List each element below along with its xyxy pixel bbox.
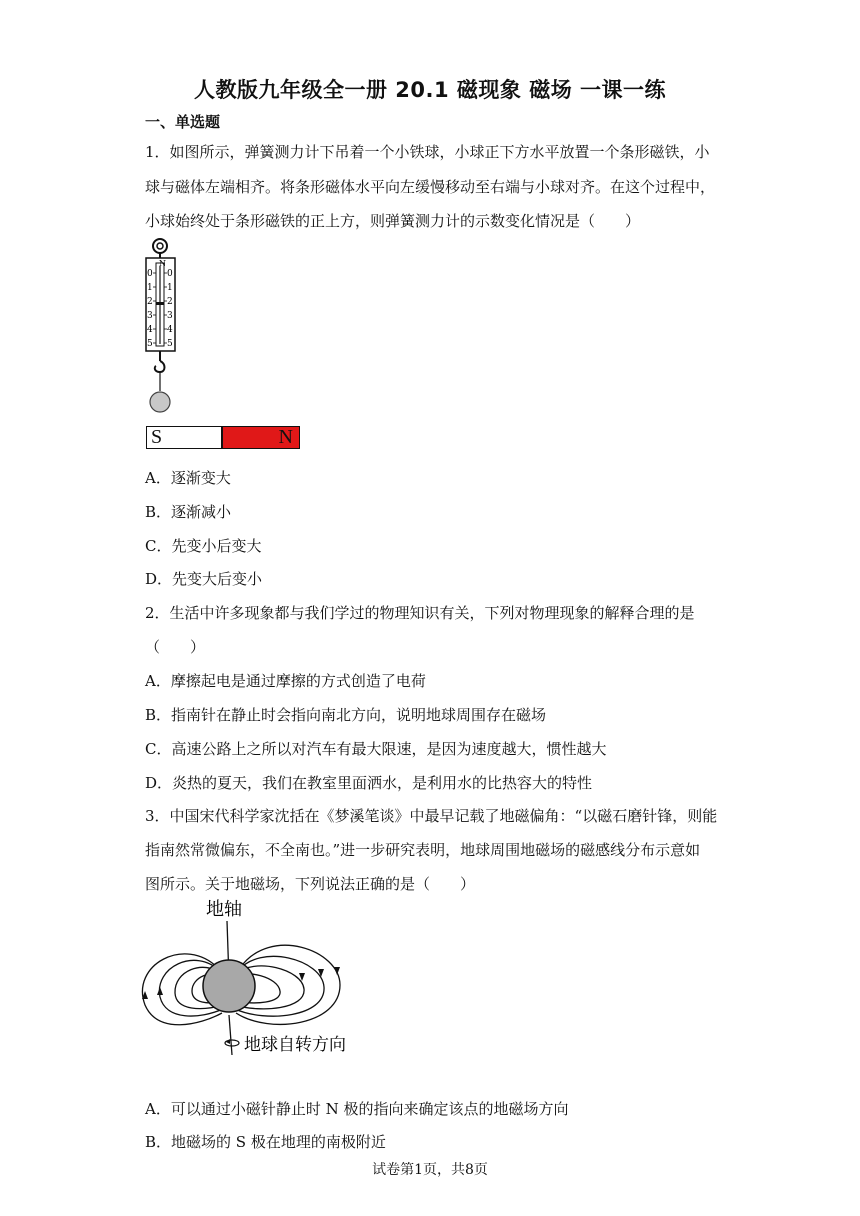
scale-number-r-4: 4 — [167, 325, 173, 335]
earth-rotation-label: 地球自转方向 — [244, 1035, 346, 1055]
q1-option-c: C．先变小后变大 — [145, 537, 262, 555]
bar-magnet-s-pole: S — [146, 426, 222, 449]
scale-number-r-2: 2 — [167, 297, 173, 307]
q1-text-line-1: 1．如图所示，弹簧测力计下吊着一个小铁球，小球正下方水平放置一个条形磁铁，小 — [145, 143, 710, 161]
q3-option-b: B．地磁场的 S 极在地理的南极附近 — [145, 1133, 386, 1151]
page-title: 人教版九年级全一册 20.1 磁现象 磁场 一课一练 — [193, 78, 667, 102]
iron-ball — [150, 392, 170, 412]
q2-option-c: C．高速公路上之所以对汽车有最大限速，是因为速度越大，惯性越大 — [145, 740, 607, 758]
q1-option-d: D．先变大后变小 — [145, 570, 263, 588]
spring-scale-figure — [140, 236, 190, 416]
scale-number-l-1: 1 — [147, 283, 153, 293]
scale-number-r-1: 1 — [167, 283, 173, 293]
bar-magnet-n-pole: N — [222, 426, 300, 449]
page-footer: 试卷第1页，共8页 — [372, 1162, 488, 1178]
geomagnetic-field-figure — [140, 895, 390, 1065]
q2-text-line-2: （ ） — [145, 638, 206, 656]
rotation-arrow-icon — [225, 1040, 239, 1046]
scale-pointer — [156, 302, 165, 305]
q1-text-line-3: 小球始终处于条形磁铁的正上方，则弹簧测力计的示数变化情况是（ ） — [145, 212, 641, 230]
scale-number-r-5: 5 — [167, 339, 173, 349]
q2-text-line-1: 2．生活中许多现象都与我们学过的物理知识有关，下列对物理现象的解释合理的是 — [145, 604, 695, 622]
earth-axis-label: 地轴 — [206, 899, 242, 920]
q2-option-d: D．炎热的夏天，我们在教室里面洒水，是利用水的比热容大的特性 — [145, 774, 593, 792]
q1-option-b: B．逐渐减小 — [145, 503, 232, 521]
scale-number-r-0: 0 — [167, 269, 173, 279]
scale-number-r-3: 3 — [167, 311, 173, 321]
scale-number-l-4: 4 — [147, 325, 153, 335]
q1-option-a: A．逐渐变大 — [145, 469, 231, 487]
scale-ring — [153, 239, 167, 253]
q3-text-line-3: 图所示。关于地磁场，下列说法正确的是（ ） — [145, 875, 476, 893]
q1-text-line-2: 球与磁体左端相齐。将条形磁体水平向左缓慢移动至右端与小球对齐。在这个过程中， — [145, 178, 716, 196]
earth-globe — [203, 960, 255, 1012]
q3-text-line-2: 指南然常微偏东，不全南也。”进一步研究表明，地球周围地磁场的磁感线分布示意如 — [145, 841, 701, 859]
section-heading: 一、单选题 — [145, 113, 221, 131]
scale-number-l-5: 5 — [147, 339, 153, 349]
q2-option-a: A．摩擦起电是通过摩擦的方式创造了电荷 — [145, 672, 426, 690]
q3-text-line-1: 3．中国宋代科学家沈括在《梦溪笔谈》中最早记载了地磁偏角：“以磁石磨针锋，则能 — [145, 807, 718, 825]
scale-number-l-3: 3 — [147, 311, 153, 321]
q2-option-b: B．指南针在静止时会指向南北方向，说明地球周围存在磁场 — [145, 706, 547, 724]
scale-hook — [155, 361, 165, 372]
scale-number-l-0: 0 — [147, 269, 153, 279]
scale-unit-label: N — [159, 259, 166, 268]
scale-number-l-2: 2 — [147, 297, 153, 307]
q3-option-a: A．可以通过小磁针静止时 N 极的指向来确定该点的地磁场方向 — [145, 1100, 569, 1118]
